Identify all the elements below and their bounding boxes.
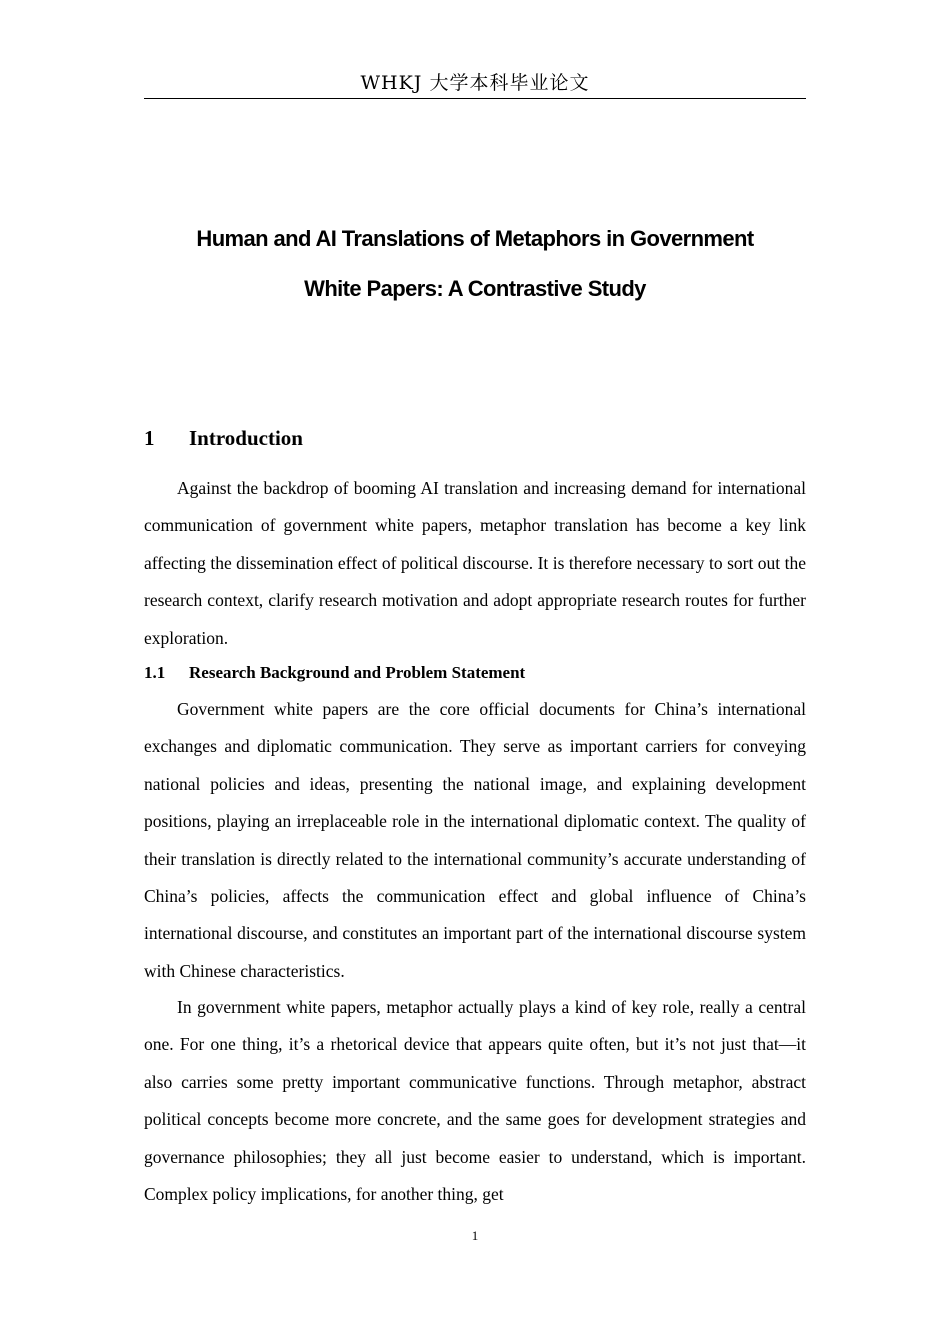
section-heading: [144, 426, 303, 451]
paper-title-line-1: Human and AI Translations of Metaphors in Government: [196, 226, 754, 251]
subsection-number: 1.1: [144, 663, 166, 682]
intro-paragraph: Against the backdrop of booming AI translation and increasing demand for international communication of government white papers, metaphor translation has become a key link affecting the dissemination effect of political discourse. It is therefore necessary to sort out the research context, clarify research motivation and adopt appropriate research routes for further exploration.: [144, 478, 806, 648]
body-paragraph-1: Government white papers are the core official documents for China’s international exchanges and diplomatic communication. They serve as important carriers for conveying national policies and ideas, presenting the national image, and explaining development positions, playing an irreplaceable role in the international diplomatic context. The quality of their translation is directly related to the international community’s accurate understanding of China’s policies, affects the communication effect and global influence of China’s international discourse, and constitutes an important part of the international discourse system with Chinese characteristics.: [144, 699, 806, 981]
header-rule: [144, 98, 806, 99]
subsection-title: Research Background and Problem Statement: [189, 663, 526, 682]
body-paragraph-2: In government white papers, metaphor actually plays a kind of key role, really a central one. For one thing, it’s a rhetorical device that appears quite often, but it’s not just that—it also carries some pretty important communicative functions. Through metaphor, abstract political concepts become more concrete, and the same goes for development strategies and governance philosophies; they all just become easier to understand, which is important. Complex policy implications, for another thing, get: [144, 997, 806, 1205]
running-header: WHKJ 大学本科毕业论文: [360, 72, 590, 94]
subsection-heading: [144, 663, 525, 683]
section-number: 1: [144, 426, 155, 450]
section-title: Introduction: [189, 426, 303, 450]
paper-title-line-2: White Papers: A Contrastive Study: [304, 276, 646, 301]
page-number: 1: [471, 1228, 479, 1243]
